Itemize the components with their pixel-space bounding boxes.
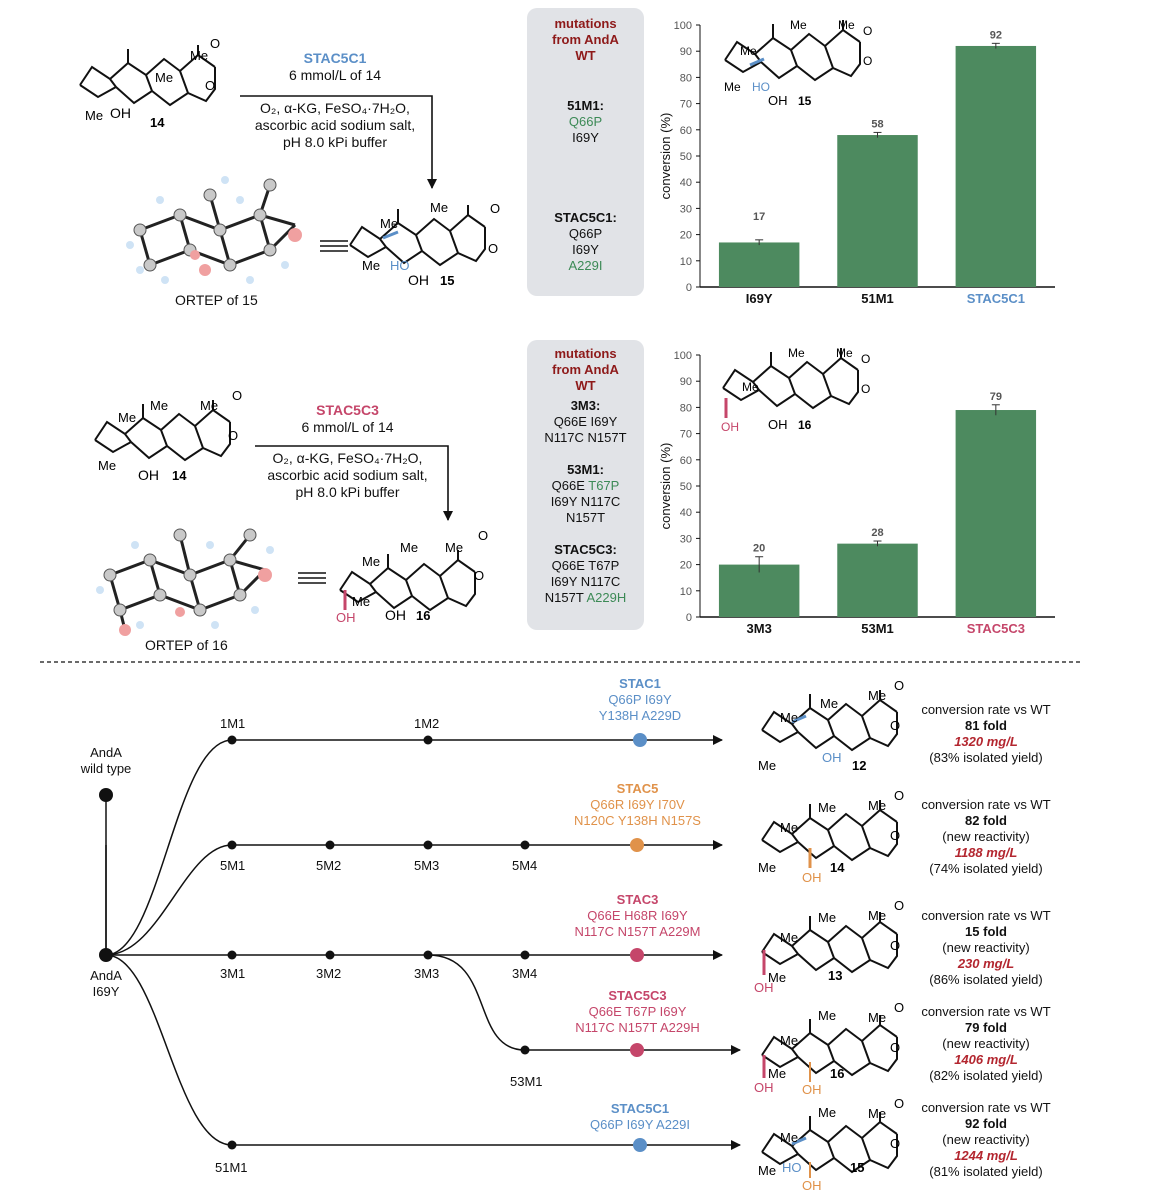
variant-51M1: 51M1: <box>567 98 604 113</box>
x-tick-label: 51M1 <box>861 291 894 306</box>
y-tick-label: 0 <box>685 282 692 294</box>
y-tick-label: 50 <box>679 481 692 493</box>
svg-text:Me: Me <box>780 1130 799 1145</box>
svg-text:OH: OH <box>802 1178 822 1193</box>
svg-text:Me: Me <box>742 380 759 394</box>
y-tick-label: 60 <box>679 124 692 137</box>
node-label-5M1: 5M1 <box>220 858 246 873</box>
result-stac1: conversion rate vs WT 81 fold 1320 mg/L (83% isolated yield) <box>921 702 1051 765</box>
svg-text:HO: HO <box>390 258 410 273</box>
svg-text:Me: Me <box>818 800 837 815</box>
compound-14-mid <box>95 388 242 483</box>
y-tick-label: 90 <box>679 46 692 59</box>
y-tick-label: 70 <box>679 428 692 441</box>
svg-text:Me: Me <box>758 758 777 773</box>
conditions-mid: STAC5C3 6 mmol/L of 14 <box>255 402 440 436</box>
x-tick-label: I69Y <box>745 291 773 306</box>
bar-53M1 <box>837 544 917 617</box>
svg-text:OH: OH <box>385 607 406 623</box>
svg-text:14: 14 <box>172 468 187 483</box>
branch-stac5-label: STAC5 Q66R I69Y I70V N120C Y138H N157S <box>574 781 701 828</box>
node-label-5M2: 5M2 <box>316 858 342 873</box>
svg-text:15: 15 <box>440 273 455 288</box>
node-stac5[interactable] <box>630 838 644 852</box>
svg-text:O: O <box>228 428 239 443</box>
conditions-top <box>245 50 425 84</box>
svg-text:Me: Me <box>788 346 805 360</box>
svg-text:Me: Me <box>155 70 174 85</box>
svg-text:O: O <box>894 678 905 693</box>
x-tick-label: 3M3 <box>746 621 772 636</box>
svg-text:Me: Me <box>768 1066 787 1081</box>
node-label-53M1: 53M1 <box>510 1074 543 1089</box>
svg-text:O: O <box>894 788 905 803</box>
svg-text:Me: Me <box>740 44 757 58</box>
cond-top-1: 6 mmol/L of 14 <box>288 67 382 83</box>
svg-text:O: O <box>210 36 221 51</box>
svg-text:Me: Me <box>780 710 799 725</box>
svg-text:O: O <box>861 352 871 366</box>
svg-text:Me: Me <box>780 930 799 945</box>
svg-text:Me: Me <box>780 1033 799 1048</box>
result-stac5c3: conversion rate vs WT 79 fold (new reactivity) 1406 mg/L (82% isolated yield) <box>921 1004 1051 1083</box>
svg-text:HO: HO <box>752 80 770 94</box>
svg-text:Me: Me <box>868 1106 887 1121</box>
svg-text:O: O <box>890 718 901 733</box>
svg-text:Me: Me <box>724 80 741 94</box>
y-tick-label: 80 <box>679 402 692 415</box>
svg-text:OH: OH <box>336 610 356 625</box>
data-label: 17 <box>753 210 766 223</box>
svg-text:Me: Me <box>818 1105 837 1120</box>
node-label-5M4: 5M4 <box>512 858 538 873</box>
svg-text:OH: OH <box>802 1082 822 1097</box>
ortep-16 <box>96 529 274 636</box>
svg-text:Me: Me <box>430 200 449 215</box>
branch-stac5c1-label: STAC5C1 Q66P I69Y A229I <box>590 1101 690 1132</box>
node-label-3M4: 3M4 <box>512 966 538 981</box>
svg-text:OH: OH <box>768 93 788 108</box>
node-stac1[interactable] <box>633 733 647 747</box>
svg-text:O: O <box>474 568 485 583</box>
equals-sign-top <box>320 241 348 251</box>
svg-text:Me: Me <box>836 346 853 360</box>
cond-top-4: pH 8.0 kPi buffer <box>282 134 388 150</box>
svg-text:HO: HO <box>782 1160 802 1175</box>
compound-15-tree <box>758 1096 904 1193</box>
svg-text:O: O <box>894 898 905 913</box>
data-label: 92 <box>989 29 1002 42</box>
chart-inset-16 <box>718 343 878 438</box>
y-tick-label: 20 <box>679 559 692 572</box>
svg-text:16: 16 <box>416 608 431 623</box>
y-tick-label: 10 <box>679 255 692 268</box>
svg-text:Me: Me <box>380 216 399 231</box>
svg-text:14: 14 <box>150 115 165 130</box>
svg-text:16: 16 <box>830 1066 845 1081</box>
svg-text:OH: OH <box>802 870 822 885</box>
bar-STAC5C1 <box>956 46 1036 287</box>
data-label: 79 <box>989 390 1002 403</box>
mutation-panel-top-content: mutations from AndA WT 51M1: Q66P I69Y STAC5C1: Q66P I69Y A229I <box>527 16 644 274</box>
y-tick-label: 40 <box>679 507 692 520</box>
compound-14-tree <box>758 788 904 885</box>
root-wildtype-label: AndA wild type <box>80 745 132 776</box>
node-label-3M1: 3M1 <box>220 966 246 981</box>
svg-text:O: O <box>890 938 901 953</box>
node-label-3M2: 3M2 <box>316 966 342 981</box>
svg-text:O: O <box>490 201 501 216</box>
svg-text:O: O <box>488 241 499 256</box>
svg-text:Me: Me <box>362 554 381 569</box>
branch-stac1-label: STAC1 Q66P I69Y Y138H A229D <box>598 676 682 723</box>
svg-text:O: O <box>894 1000 905 1015</box>
mutation-panel-mid-content: mutations from AndA WT 3M3: Q66E I69Y N117C N157T 53M1: Q66E T67P I69Y N117C N157T STAC5C3: Q66E T67P I69Y N117C N157T A229H <box>527 346 644 606</box>
bar-STAC5C3 <box>956 410 1036 617</box>
result-stac5c1: conversion rate vs WT 92 fold (new reactivity) 1244 mg/L (81% isolated yield) <box>921 1100 1051 1179</box>
result-stac5: conversion rate vs WT 82 fold (new reactivity) 1188 mg/L (74% isolated yield) <box>921 797 1051 876</box>
svg-text:OH: OH <box>138 467 159 483</box>
data-label: 58 <box>871 118 884 131</box>
x-tick-label: STAC5C1 <box>966 291 1025 306</box>
node-label-51M1: 51M1 <box>215 1160 248 1175</box>
x-tick-label: 53M1 <box>861 621 894 636</box>
x-tick-label: STAC5C3 <box>966 621 1025 636</box>
variant-STAC5C1: STAC5C1: <box>554 210 617 225</box>
ortep-15 <box>126 176 302 284</box>
node-label-5M3: 5M3 <box>414 858 440 873</box>
compound-16-mid <box>336 528 488 625</box>
variant-53M1: 53M1: <box>567 462 604 477</box>
svg-text:Me: Me <box>768 970 787 985</box>
svg-text:Me: Me <box>190 48 209 63</box>
y-axis-title: conversion (%) <box>658 442 673 530</box>
compound-13-tree <box>754 898 904 995</box>
node-stac3[interactable] <box>630 948 644 962</box>
enzyme-label-mid: STAC5C3 <box>316 402 379 418</box>
compound-16-tree <box>754 1000 904 1097</box>
cond-top-2: O₂, α-KG, FeSO₄·7H₂O, <box>260 100 410 116</box>
svg-text:15: 15 <box>798 94 812 108</box>
svg-text:O: O <box>232 388 243 403</box>
svg-text:Me: Me <box>362 258 381 273</box>
branch-stac3-label: STAC3 Q66E H68R I69Y N117C N157T A229M <box>574 892 701 939</box>
y-tick-label: 70 <box>679 98 692 111</box>
svg-text:Me: Me <box>352 594 371 609</box>
svg-text:O: O <box>890 828 901 843</box>
svg-text:Me: Me <box>150 398 169 413</box>
panel-title-mid: mutations from AndA WT <box>552 346 619 393</box>
y-tick-label: 60 <box>679 454 692 467</box>
svg-text:O: O <box>863 54 873 68</box>
compound-15-top <box>350 200 500 288</box>
svg-text:Me: Me <box>758 860 777 875</box>
node-stac5c3[interactable] <box>630 1043 644 1057</box>
svg-text:O: O <box>861 382 871 396</box>
svg-text:Me: Me <box>445 540 464 555</box>
y-tick-label: 40 <box>679 177 692 190</box>
y-tick-label: 50 <box>679 151 692 163</box>
enzyme-label-top: STAC5C1 <box>303 50 367 66</box>
svg-text:OH: OH <box>754 980 774 995</box>
data-label: 28 <box>871 527 884 540</box>
svg-text:Me: Me <box>200 398 219 413</box>
y-tick-label: 10 <box>679 585 692 598</box>
y-tick-label: 20 <box>679 229 692 242</box>
svg-text:O: O <box>863 24 873 38</box>
y-tick-label: 0 <box>685 612 692 624</box>
result-stac3: conversion rate vs WT 15 fold (new reactivity) 230 mg/L (86% isolated yield) <box>921 908 1051 987</box>
svg-text:14: 14 <box>830 860 845 875</box>
svg-text:OH: OH <box>822 750 842 765</box>
svg-text:Me: Me <box>780 820 799 835</box>
svg-text:OH: OH <box>110 105 131 121</box>
svg-text:Me: Me <box>868 798 887 813</box>
y-tick-label: 30 <box>679 203 692 216</box>
y-tick-label: 100 <box>673 20 692 32</box>
root-i69y-label: AndA I69Y <box>90 968 122 999</box>
compound-12-tree <box>758 678 904 773</box>
y-tick-label: 100 <box>673 350 692 362</box>
node-label-1M2: 1M2 <box>414 716 440 731</box>
ortep-label-top: ORTEP of 15 <box>175 292 258 308</box>
node-stac5c1[interactable] <box>633 1138 647 1152</box>
svg-text:16: 16 <box>798 418 812 432</box>
conditions-top-2 <box>240 100 430 151</box>
cond-top-3: ascorbic acid sodium salt, <box>254 117 416 133</box>
svg-text:12: 12 <box>852 758 867 773</box>
equals-sign-mid <box>298 573 326 583</box>
panel-title-top: mutations from AndA WT <box>552 16 619 63</box>
variant-STAC5C3: STAC5C3: <box>554 542 617 557</box>
chart-inset-15 <box>720 15 880 110</box>
svg-text:OH: OH <box>721 420 739 434</box>
svg-text:OH: OH <box>408 272 429 288</box>
bar-51M1 <box>837 135 917 287</box>
svg-text:O: O <box>205 78 216 93</box>
y-axis-title: conversion (%) <box>658 112 673 200</box>
svg-text:Me: Me <box>790 18 807 32</box>
svg-text:13: 13 <box>828 968 843 983</box>
compound-14-top <box>80 36 220 130</box>
data-label: 20 <box>753 542 766 555</box>
svg-text:Me: Me <box>85 108 104 123</box>
svg-text:Me: Me <box>818 910 837 925</box>
svg-text:Me: Me <box>400 540 419 555</box>
ortep-label-mid: ORTEP of 16 <box>145 637 228 653</box>
svg-text:O: O <box>478 528 489 543</box>
svg-text:Me: Me <box>98 458 117 473</box>
conditions-mid-2: O₂, α-KG, FeSO₄·7H₂O, ascorbic acid sodium salt, pH 8.0 kPi buffer <box>267 450 428 500</box>
bar-I69Y <box>719 242 799 287</box>
node-label-3M3: 3M3 <box>414 966 440 981</box>
svg-text:Me: Me <box>838 18 855 32</box>
y-tick-label: 30 <box>679 533 692 546</box>
y-tick-label: 80 <box>679 72 692 85</box>
branch-stac5c3-label: STAC5C3 Q66E T67P I69Y N117C N157T A229H <box>575 988 700 1035</box>
svg-text:Me: Me <box>820 696 839 711</box>
svg-text:Me: Me <box>868 1010 887 1025</box>
svg-text:Me: Me <box>758 1163 777 1178</box>
svg-text:15: 15 <box>850 1160 865 1175</box>
svg-text:OH: OH <box>768 417 788 432</box>
svg-text:Me: Me <box>818 1008 837 1023</box>
svg-text:Me: Me <box>868 688 887 703</box>
svg-text:O: O <box>890 1040 901 1055</box>
node-label-1M1: 1M1 <box>220 716 246 731</box>
svg-text:Me: Me <box>118 410 137 425</box>
svg-text:OH: OH <box>754 1080 774 1095</box>
svg-text:O: O <box>890 1136 901 1151</box>
y-tick-label: 90 <box>679 376 692 389</box>
tree-nodes <box>99 736 530 1150</box>
svg-text:Me: Me <box>868 908 887 923</box>
svg-text:O: O <box>894 1096 905 1111</box>
variant-3M3: 3M3: <box>570 398 601 413</box>
